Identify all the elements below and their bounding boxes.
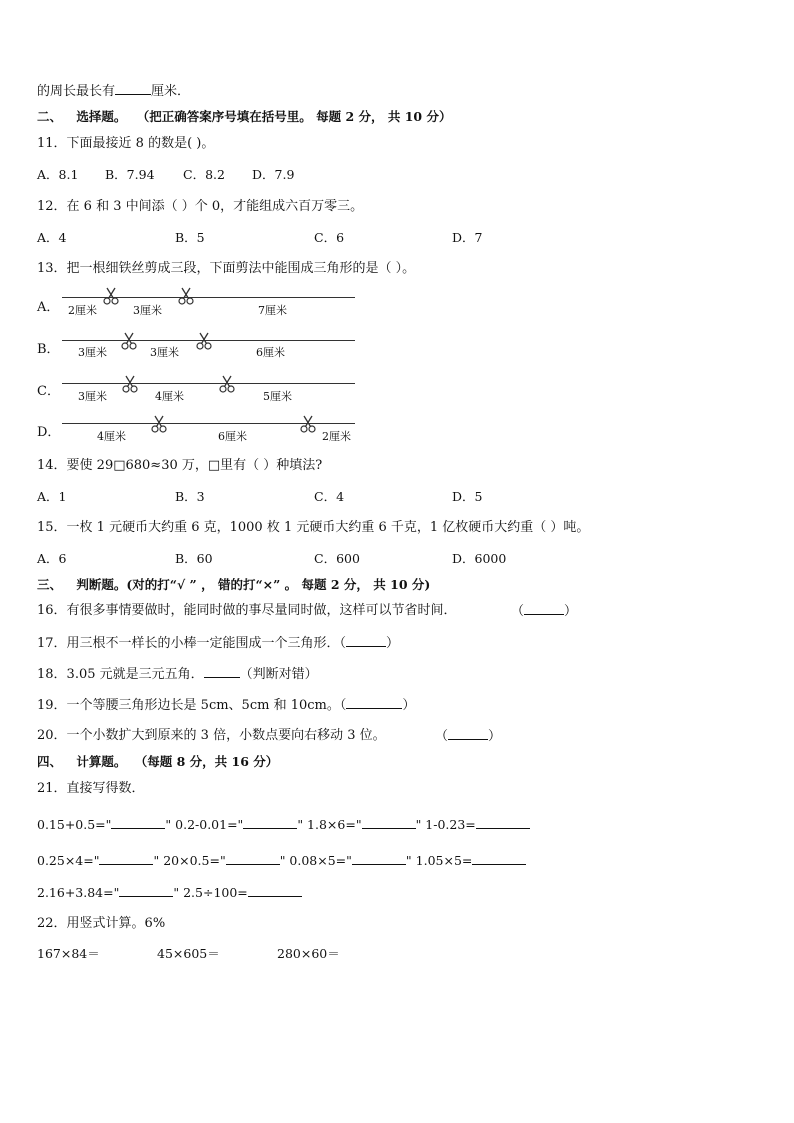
question-20-text: 20．一个小数扩大到原来的 3 倍，小数点要向右移动 3 位。	[37, 728, 386, 743]
q15-option-d[interactable]: D．6000	[452, 551, 507, 566]
segment-length: 5厘米	[263, 390, 292, 403]
scissors-icon	[103, 287, 119, 305]
question-13: 13．把一根细铁丝剪成三段，下面剪法中能围成三角形的是（ ）。	[37, 261, 416, 276]
q12-option-b[interactable]: B．5	[175, 230, 205, 245]
scissors-icon	[122, 375, 138, 393]
segment-length: 3厘米	[78, 390, 107, 403]
scissors-icon	[121, 332, 137, 350]
q11-option-b[interactable]: B．7.94	[105, 167, 155, 182]
expression: " 0.2-0.01="	[165, 817, 244, 832]
q14-option-d[interactable]: D．5	[452, 489, 483, 504]
q13-figure-c-label[interactable]: C．	[37, 384, 60, 399]
segment-length: 4厘米	[155, 390, 184, 403]
expression: " 1.05×5=	[405, 853, 473, 868]
answer-blank[interactable]	[248, 884, 302, 897]
question-17-text: 17．用三根不一样长的小棒一定能围成一个三角形．（	[37, 636, 347, 651]
section-2-title: 选择题。	[76, 109, 127, 124]
segment-length: 3厘米	[133, 304, 162, 317]
q13-figure-b-label[interactable]: B．	[37, 342, 60, 357]
expression: " 20×0.5="	[153, 853, 226, 868]
q13-figure-d-label[interactable]: D．	[37, 425, 61, 440]
answer-blank[interactable]	[352, 852, 406, 865]
q22-item-2: 45×605＝	[157, 946, 220, 961]
section-4-number: 四、	[37, 754, 63, 769]
expression: 2.16+3.84="	[37, 885, 120, 900]
q12-option-a[interactable]: A．4	[37, 230, 67, 245]
section-2-note: （把正确答案序号填在括号里。 每题 2 分， 共 10 分）	[136, 109, 452, 124]
scissors-icon	[196, 332, 212, 350]
question-11: 11．下面最接近 8 的数是( )。	[37, 136, 215, 151]
scissors-icon	[151, 415, 167, 433]
expression: " 1.8×6="	[297, 817, 362, 832]
answer-blank[interactable]	[99, 852, 153, 865]
answer-blank[interactable]	[111, 816, 165, 829]
q21-row-3	[37, 884, 302, 902]
q12-option-d[interactable]: D．7	[452, 230, 483, 245]
answer-blank[interactable]	[115, 82, 151, 95]
question-12: 12．在 6 和 3 中间添（ ）个 0，才能组成六百万零三。	[37, 199, 364, 214]
paren-close: ）	[402, 698, 416, 713]
section-4-heading	[37, 753, 278, 771]
answer-blank[interactable]	[472, 852, 526, 865]
section-4-title: 计算题。	[76, 754, 127, 769]
question-16	[37, 602, 578, 620]
section-2-heading	[37, 108, 451, 126]
scissors-icon	[178, 287, 194, 305]
question-18-text: 18．3.05 元就是三元五角．	[37, 667, 204, 682]
question-19	[37, 696, 415, 715]
q21-row-1	[37, 816, 530, 834]
section-2-number: 二、	[37, 109, 63, 124]
top-line-suffix: 厘米．	[151, 84, 191, 99]
segment-length: 2厘米	[322, 430, 351, 443]
answer-blank[interactable]	[362, 816, 416, 829]
segment-length: 2厘米	[68, 304, 97, 317]
top-line	[37, 82, 190, 101]
answer-blank[interactable]	[448, 727, 488, 740]
segment-length: 7厘米	[258, 304, 287, 317]
expression: " 0.08×5="	[279, 853, 352, 868]
expression: 0.15+0.5="	[37, 817, 112, 832]
segment-length: 3厘米	[78, 346, 107, 359]
question-20	[37, 727, 502, 745]
q15-option-c[interactable]: C．600	[314, 551, 360, 566]
question-15: 15．一枚 1 元硬币大约重 6 克，1000 枚 1 元硬币大约重 6 千克，1 亿枚硬币大约重（ ）吨。	[37, 520, 590, 535]
answer-blank[interactable]	[524, 602, 564, 615]
section-4-note: （每题 8 分，共 16 分）	[134, 754, 279, 769]
q15-option-b[interactable]: B．60	[175, 551, 213, 566]
expression: 0.25×4="	[37, 853, 100, 868]
segment-length: 6厘米	[256, 346, 285, 359]
scissors-icon	[219, 375, 235, 393]
segment-length: 3厘米	[150, 346, 179, 359]
answer-blank[interactable]	[226, 852, 280, 865]
q16-answer-paren: （ ）	[511, 604, 578, 619]
question-16-text: 16．有很多事情要做时，能同时做的事尽量同时做，这样可以节省时间．	[37, 603, 457, 618]
answer-blank[interactable]	[346, 696, 402, 709]
expression: " 1-0.23=	[415, 817, 476, 832]
question-19-text: 19．一个等腰三角形边长是 5cm、5cm 和 10cm。（	[37, 698, 347, 713]
q11-option-c[interactable]: C．8.2	[183, 167, 225, 182]
segment-length: 4厘米	[97, 430, 126, 443]
q22-item-3: 280×60＝	[277, 946, 340, 961]
q15-option-a[interactable]: A．6	[37, 551, 67, 566]
segment-length: 6厘米	[218, 430, 247, 443]
wire-line	[62, 383, 355, 384]
q22-item-1: 167×84＝	[37, 946, 100, 961]
q18-suffix: （判断对错）	[239, 667, 318, 682]
q11-option-d[interactable]: D．7.9	[252, 167, 295, 182]
expression: " 2.5÷100=	[173, 885, 248, 900]
answer-blank[interactable]	[346, 634, 386, 647]
section-3-title: 判断题。	[76, 577, 127, 592]
q11-option-a[interactable]: A．8.1	[37, 167, 79, 182]
answer-blank[interactable]	[119, 884, 173, 897]
section-3-note: (对的打“√ ” ， 错的打“×” 。 每题 2 分， 共 10 分)	[126, 577, 431, 592]
section-3-heading	[37, 576, 430, 594]
answer-blank[interactable]	[476, 816, 530, 829]
q20-answer-paren: （ ）	[435, 729, 502, 744]
top-line-prefix: 的周长最长有	[37, 84, 116, 99]
question-22: 22．用竖式计算。6%	[37, 916, 166, 931]
question-17	[37, 634, 399, 653]
question-18	[37, 665, 318, 684]
q14-option-c[interactable]: C．4	[314, 489, 345, 504]
paren-close: ）	[386, 636, 400, 651]
q14-option-a[interactable]: A．1	[37, 489, 67, 504]
question-21: 21．直接写得数．	[37, 781, 145, 796]
answer-blank[interactable]	[243, 816, 297, 829]
q12-option-c[interactable]: C．6	[314, 230, 345, 245]
question-14: 14．要使 29□680≈30 万，□里有（ ）种填法?	[37, 458, 323, 473]
scissors-icon	[300, 415, 316, 433]
section-3-number: 三、	[37, 577, 63, 592]
q21-row-2	[37, 852, 526, 870]
answer-blank[interactable]	[204, 665, 240, 678]
q14-option-b[interactable]: B．3	[175, 489, 205, 504]
q13-figure-a-label[interactable]: A．	[37, 300, 60, 315]
